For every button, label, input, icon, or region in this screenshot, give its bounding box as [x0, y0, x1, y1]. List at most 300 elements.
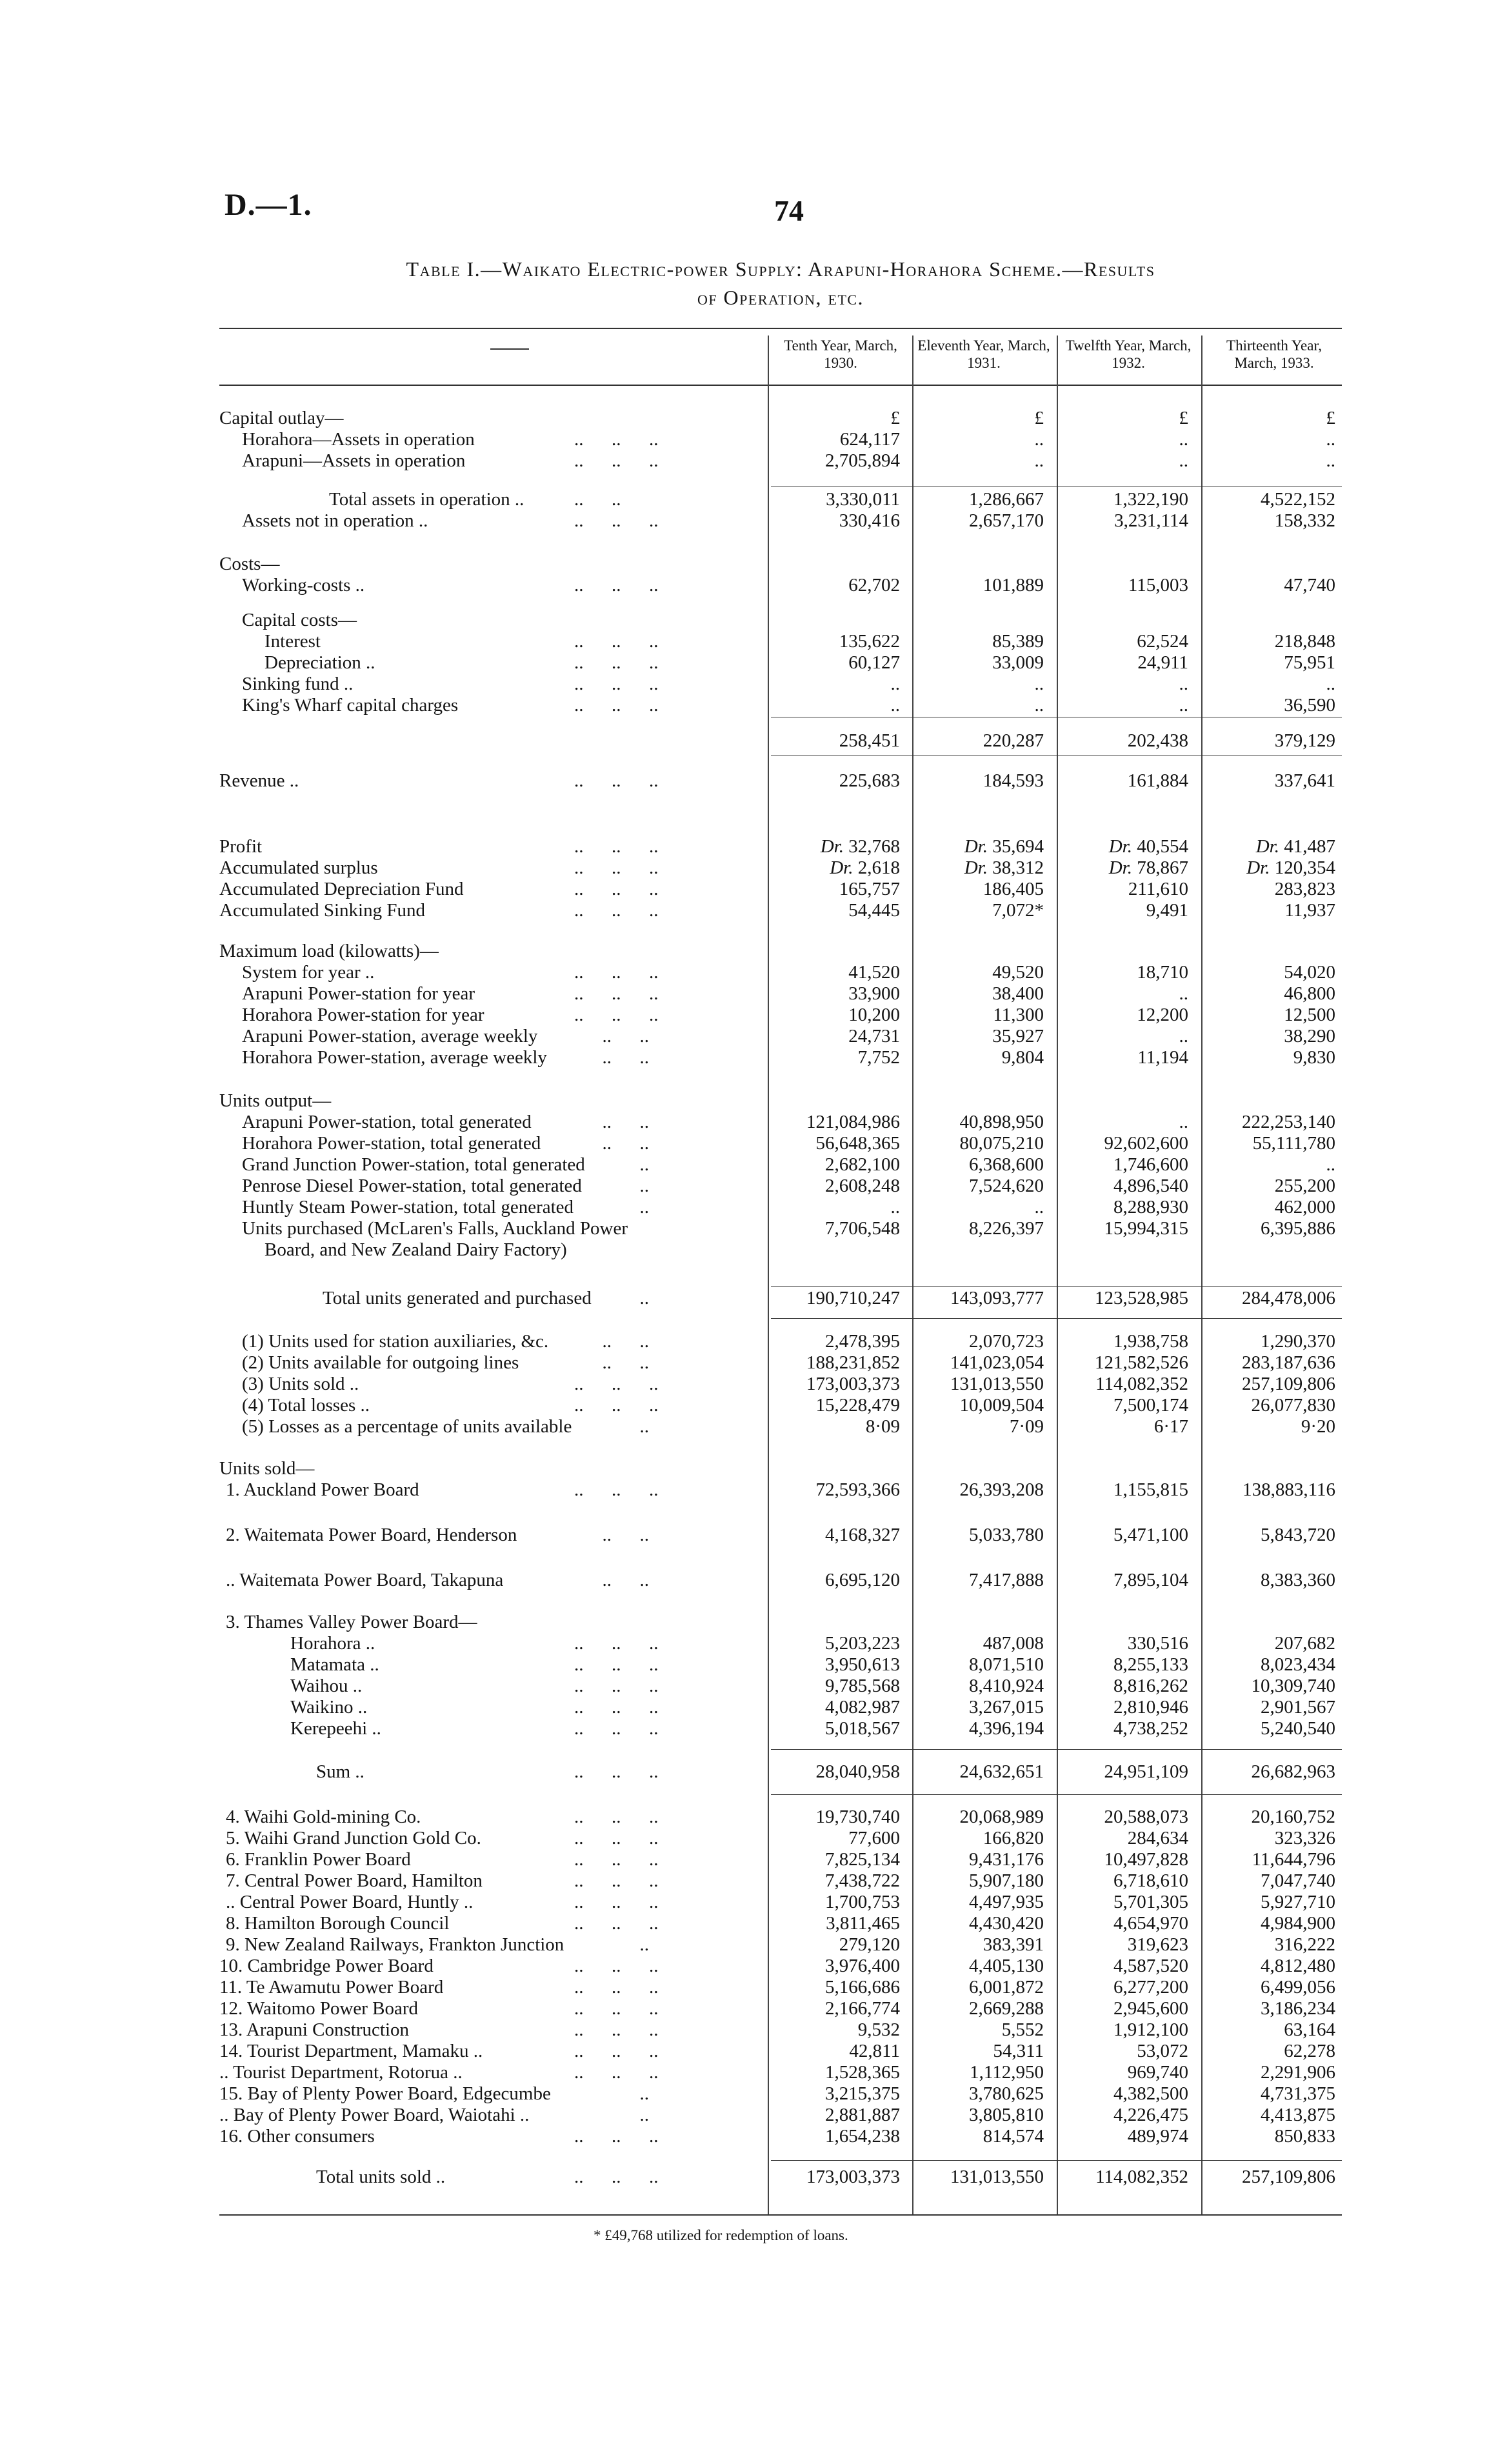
leader-dots: .. .. ..: [574, 1998, 659, 2019]
table-cell: 316,222: [1274, 1934, 1335, 1955]
table-row: [0, 1239, 1507, 1260]
table-cell: 55,111,780: [1252, 1133, 1335, 1154]
row-label: Depreciation ..: [264, 652, 375, 673]
row-label: Total units sold ..: [316, 2167, 446, 2187]
table-cell: 53,072: [1137, 2041, 1188, 2061]
leader-dots: .. ..: [574, 1570, 649, 1590]
table-cell: Dr. 38,312: [964, 857, 1044, 878]
row-label: System for year ..: [242, 962, 375, 983]
table-cell: 5,018,567: [825, 1718, 900, 1739]
table-cell: ..: [1326, 450, 1335, 471]
table-cell: 9,532: [857, 2019, 900, 2040]
stub-header-dash: [490, 348, 529, 350]
table-cell: 85,389: [992, 631, 1044, 652]
table-cell: 5,240,540: [1261, 1718, 1335, 1739]
leader-dots: .. .. ..: [574, 510, 659, 531]
table-cell: 7·09: [1009, 1416, 1044, 1437]
leader-dots: .. ..: [574, 1525, 649, 1545]
leader-dots: .. .. ..: [574, 450, 659, 471]
doc-reference: D.—1.: [225, 188, 312, 222]
table-row: [0, 1154, 1507, 1175]
table-cell: 161,884: [1127, 770, 1188, 791]
table-cell: 6·17: [1153, 1416, 1188, 1437]
table-row: [0, 2167, 1507, 2187]
table-cell: 6,368,600: [969, 1154, 1044, 1175]
table-cell: 3,186,234: [1261, 1998, 1335, 2019]
table-row: [0, 1218, 1507, 1239]
row-label: Capital outlay—: [219, 408, 344, 428]
table-cell: 2,810,946: [1113, 1697, 1188, 1718]
table-cell: 283,187,636: [1242, 1352, 1335, 1373]
column-header: Tenth Year, March, 1930.: [784, 337, 897, 371]
leader-dots: ..: [574, 1416, 649, 1437]
table-cell: 3,330,011: [826, 489, 900, 510]
row-label: 5. Waihi Grand Junction Gold Co.: [226, 1828, 481, 1848]
table-cell: ..: [1034, 674, 1044, 694]
table-cell: 54,445: [848, 900, 900, 921]
table-cell: 135,622: [839, 631, 900, 652]
table-cell: 379,129: [1274, 730, 1335, 751]
table-row: [0, 836, 1507, 857]
leader-dots: ..: [574, 1288, 649, 1308]
row-label: Waikino ..: [290, 1697, 368, 1718]
table-cell: Dr. 2,618: [830, 857, 900, 878]
table-row: [0, 1331, 1507, 1352]
column-header: Thirteenth Year, March, 1933.: [1226, 337, 1322, 371]
leader-dots: .. ..: [574, 489, 621, 510]
table-row: [0, 1416, 1507, 1437]
row-label: 10. Cambridge Power Board: [219, 1956, 434, 1976]
table-cell: 1,528,365: [825, 2062, 900, 2083]
table-cell: 462,000: [1274, 1197, 1335, 1217]
table-cell: 1,912,100: [1113, 2019, 1188, 2040]
table-row: [0, 1807, 1507, 1827]
leader-dots: .. .. ..: [574, 674, 659, 694]
table-row: [0, 674, 1507, 694]
table-cell: 38,290: [1284, 1026, 1335, 1047]
table-bottom-rule: [219, 2214, 1342, 2216]
table-cell: 10,009,504: [959, 1395, 1044, 1416]
row-label: Horahora Power-station, total generated: [242, 1133, 541, 1154]
table-cell: 337,641: [1274, 770, 1335, 791]
table-row: [0, 1133, 1507, 1154]
table-cell: 36,590: [1284, 695, 1335, 716]
table-cell: 7,524,620: [969, 1176, 1044, 1196]
leader-dots: .. .. ..: [574, 1828, 659, 1848]
table-row: [0, 1090, 1507, 1111]
table-row: [0, 1112, 1507, 1132]
table-cell: 10,200: [848, 1005, 900, 1025]
table-row: [0, 1612, 1507, 1632]
table-cell: 7,072*: [992, 900, 1044, 921]
table-row: [0, 1892, 1507, 1912]
row-label: Penrose Diesel Power-station, total generated: [242, 1176, 582, 1196]
table-row: [0, 1525, 1507, 1545]
table-cell: 5,166,686: [825, 1977, 900, 1998]
table-cell: 173,003,373: [806, 2167, 900, 2187]
table-cell: Dr. 40,554: [1108, 836, 1188, 857]
row-label: Interest: [264, 631, 321, 652]
table-row: [0, 857, 1507, 878]
table-cell: 2,291,906: [1261, 2062, 1335, 2083]
table-row: [0, 1870, 1507, 1891]
table-cell: 11,937: [1284, 900, 1335, 921]
table-row: [0, 1005, 1507, 1025]
table-cell: ..: [1179, 1112, 1188, 1132]
table-cell: 4,405,130: [969, 1956, 1044, 1976]
table-cell: 80,075,210: [959, 1133, 1044, 1154]
table-cell: 969,740: [1127, 2062, 1188, 2083]
table-cell: 4,522,152: [1261, 489, 1335, 510]
table-row: [0, 1374, 1507, 1394]
leader-dots: .. .. ..: [574, 2019, 659, 2040]
table-row: [0, 1197, 1507, 1217]
row-label: Sinking fund ..: [242, 674, 354, 694]
row-label: (1) Units used for station auxiliaries, &c.: [242, 1331, 549, 1352]
table-cell: 46,800: [1284, 983, 1335, 1004]
table-cell: 330,516: [1127, 1633, 1188, 1654]
footnote: * £49,768 utilized for redemption of loans.: [594, 2227, 848, 2243]
table-cell: 165,757: [839, 879, 900, 899]
table-row: [0, 1998, 1507, 2019]
row-label: Horahora—Assets in operation: [242, 429, 475, 450]
leader-dots: .. .. ..: [574, 1374, 659, 1394]
table-cell: 6,499,056: [1261, 1977, 1335, 1998]
table-row: [0, 1761, 1507, 1782]
row-label: 16. Other consumers: [219, 2126, 375, 2147]
table-cell: 4,731,375: [1261, 2083, 1335, 2104]
table-cell: 3,267,015: [969, 1697, 1044, 1718]
table-cell: 11,194: [1137, 1047, 1188, 1068]
table-cell: 77,600: [848, 1828, 900, 1848]
table-row: [0, 2062, 1507, 2083]
table-cell: ..: [1179, 450, 1188, 471]
table-cell: ..: [1179, 695, 1188, 716]
table-cell: 4,413,875: [1261, 2105, 1335, 2125]
table-cell: 2,657,170: [969, 510, 1044, 531]
table-row: [0, 1977, 1507, 1998]
leader-dots: .. ..: [574, 1026, 649, 1047]
row-label: 3. Thames Valley Power Board—: [226, 1612, 477, 1632]
leader-dots: .. .. ..: [574, 2167, 659, 2187]
table-row: [0, 1458, 1507, 1479]
table-cell: ..: [1179, 1026, 1188, 1047]
column-header: Twelfth Year, March, 1932.: [1065, 337, 1192, 371]
table-cell: ..: [1179, 429, 1188, 450]
leader-dots: .. .. ..: [574, 1977, 659, 1998]
table-cell: ..: [890, 674, 900, 694]
table-cell: 383,391: [983, 1934, 1044, 1955]
table-cell: 11,300: [993, 1005, 1044, 1025]
leader-dots: ..: [574, 2105, 649, 2125]
table-cell: 24,951,109: [1104, 1761, 1188, 1782]
table-cell: 114,082,352: [1095, 2167, 1188, 2187]
row-label: 13. Arapuni Construction: [219, 2019, 410, 2040]
leader-dots: .. .. ..: [574, 1913, 659, 1934]
leader-dots: ..: [574, 1176, 649, 1196]
table-row: [0, 2083, 1507, 2104]
table-cell: 4,654,970: [1113, 1913, 1188, 1934]
table-cell: 8,023,434: [1261, 1654, 1335, 1675]
table-cell: 1,286,667: [969, 489, 1044, 510]
table-cell: 8,255,133: [1113, 1654, 1188, 1675]
row-label: Revenue ..: [219, 770, 299, 791]
leader-dots: .. .. ..: [574, 429, 659, 450]
sum-rule: [771, 1749, 1342, 1750]
table-cell: 2,705,894: [825, 450, 900, 471]
table-cell: 49,520: [992, 962, 1044, 983]
table-cell: 4,168,327: [825, 1525, 900, 1545]
row-label: 1. Auckland Power Board: [226, 1479, 419, 1500]
row-label: Accumulated surplus: [219, 857, 378, 878]
table-cell: 9,431,176: [969, 1849, 1044, 1870]
row-label: Units purchased (McLaren's Falls, Auckland Power: [242, 1218, 628, 1239]
table-cell: 1,938,758: [1113, 1331, 1188, 1352]
table-cell: 18,710: [1137, 962, 1188, 983]
table-cell: 4,896,540: [1113, 1176, 1188, 1196]
leader-dots: .. ..: [574, 1047, 649, 1068]
table-cell: 7,417,888: [969, 1570, 1044, 1590]
table-cell: £: [1326, 408, 1335, 428]
row-label: Arapuni Power-station, total generated: [242, 1112, 532, 1132]
table-cell: 284,478,006: [1242, 1288, 1335, 1308]
table-cell: 2,881,887: [825, 2105, 900, 2125]
table-cell: 75,951: [1284, 652, 1335, 673]
table-row: [0, 1176, 1507, 1196]
row-label: (5) Losses as a percentage of units available: [242, 1416, 572, 1437]
table-cell: Dr. 78,867: [1108, 857, 1188, 878]
table-cell: 20,588,073: [1104, 1807, 1188, 1827]
table-cell: 2,478,395: [825, 1331, 900, 1352]
table-row: [0, 695, 1507, 716]
table-cell: 33,900: [848, 983, 900, 1004]
table-cell: 6,695,120: [825, 1570, 900, 1590]
table-cell: 173,003,373: [806, 1374, 900, 1394]
table-cell: 5,203,223: [825, 1633, 900, 1654]
table-cell: 54,311: [993, 2041, 1044, 2061]
table-row: [0, 1026, 1507, 1047]
table-row: [0, 962, 1507, 983]
table-row: [0, 610, 1507, 630]
row-label: 14. Tourist Department, Mamaku ..: [219, 2041, 483, 2061]
table-cell: 131,013,550: [950, 2167, 1044, 2187]
table-cell: 220,287: [983, 730, 1044, 751]
row-label: Capital costs—: [242, 610, 357, 630]
table-cell: 26,682,963: [1251, 1761, 1335, 1782]
leader-dots: .. .. ..: [574, 770, 659, 791]
table-cell: 8,288,930: [1113, 1197, 1188, 1217]
leader-dots: .. .. ..: [574, 1870, 659, 1891]
table-cell: 54,020: [1284, 962, 1335, 983]
table-cell: 319,623: [1127, 1934, 1188, 1955]
leader-dots: .. .. ..: [574, 2126, 659, 2147]
table-cell: ..: [1034, 695, 1044, 716]
table-cell: 2,166,774: [825, 1998, 900, 2019]
table-cell: 7,500,174: [1113, 1395, 1188, 1416]
row-label: (3) Units sold ..: [242, 1374, 359, 1394]
row-label: Working-costs ..: [242, 575, 365, 596]
table-cell: 4,587,520: [1113, 1956, 1188, 1976]
row-label: 15. Bay of Plenty Power Board, Edgecumbe: [219, 2083, 551, 2104]
table-cell: 20,068,989: [959, 1807, 1044, 1827]
table-cell: 8,226,397: [969, 1218, 1044, 1239]
table-cell: 2,608,248: [825, 1176, 900, 1196]
table-cell: 33,009: [992, 652, 1044, 673]
table-row: [0, 2041, 1507, 2061]
table-cell: 7,438,722: [825, 1870, 900, 1891]
row-label: Horahora ..: [290, 1633, 375, 1654]
table-cell: 15,228,479: [815, 1395, 900, 1416]
table-cell: 9·20: [1301, 1416, 1335, 1437]
table-cell: 3,811,465: [826, 1913, 900, 1934]
table-cell: 9,785,568: [825, 1676, 900, 1696]
table-cell: 6,718,610: [1113, 1870, 1188, 1891]
table-cell: 38,400: [992, 983, 1044, 1004]
table-cell: 188,231,852: [806, 1352, 900, 1373]
table-cell: 8,383,360: [1261, 1570, 1335, 1590]
leader-dots: .. .. ..: [574, 2062, 659, 2083]
table-cell: 24,911: [1137, 652, 1188, 673]
leader-dots: .. .. ..: [574, 983, 659, 1004]
table-cell: 489,974: [1127, 2126, 1188, 2147]
row-label: .. Bay of Plenty Power Board, Waiotahi ..: [219, 2105, 530, 2125]
table-cell: 6,277,200: [1113, 1977, 1188, 1998]
table-cell: 123,528,985: [1095, 1288, 1188, 1308]
leader-dots: .. .. ..: [574, 1807, 659, 1827]
table-cell: 158,332: [1274, 510, 1335, 531]
row-label: Total assets in operation ..: [329, 489, 524, 510]
table-row: [0, 1570, 1507, 1590]
table-cell: 279,120: [839, 1934, 900, 1955]
table-cell: 218,848: [1274, 631, 1335, 652]
row-label: 8. Hamilton Borough Council: [226, 1913, 450, 1934]
table-cell: 4,497,935: [969, 1892, 1044, 1912]
table-cell: 5,907,180: [969, 1870, 1044, 1891]
table-cell: 1,746,600: [1113, 1154, 1188, 1175]
table-row: [0, 1676, 1507, 1696]
table-cell: 9,830: [1293, 1047, 1335, 1068]
leader-dots: .. .. ..: [574, 1395, 659, 1416]
table-cell: 323,326: [1274, 1828, 1335, 1848]
table-cell: 186,405: [983, 879, 1044, 899]
leader-dots: .. .. ..: [574, 1761, 659, 1782]
table-row: [0, 408, 1507, 428]
leader-dots: .. .. ..: [574, 1956, 659, 1976]
leader-dots: .. .. ..: [574, 631, 659, 652]
table-cell: 487,008: [983, 1633, 1044, 1654]
table-cell: ..: [1326, 1154, 1335, 1175]
table-row: [0, 631, 1507, 652]
table-row: [0, 900, 1507, 921]
table-row: [0, 941, 1507, 961]
row-label: Horahora Power-station for year: [242, 1005, 484, 1025]
row-label: Board, and New Zealand Dairy Factory): [264, 1239, 567, 1260]
table-cell: 1,155,815: [1113, 1479, 1188, 1500]
table-cell: 257,109,806: [1242, 1374, 1335, 1394]
table-cell: 184,593: [983, 770, 1044, 791]
table-cell: 7,895,104: [1113, 1570, 1188, 1590]
leader-dots: .. .. ..: [574, 1654, 659, 1675]
table-row: [0, 983, 1507, 1004]
leader-dots: .. .. ..: [574, 857, 659, 878]
leader-dots: .. .. ..: [574, 836, 659, 857]
table-cell: 3,950,613: [825, 1654, 900, 1675]
table-cell: 2,682,100: [825, 1154, 900, 1175]
leader-dots: .. .. ..: [574, 1892, 659, 1912]
table-cell: 131,013,550: [950, 1374, 1044, 1394]
table-cell: 72,593,366: [815, 1479, 900, 1500]
sum-rule: [771, 1794, 1342, 1795]
table-row: [0, 489, 1507, 510]
table-cell: 222,253,140: [1242, 1112, 1335, 1132]
table-cell: 5,843,720: [1261, 1525, 1335, 1545]
page-number: 74: [774, 194, 804, 227]
leader-dots: .. .. ..: [574, 695, 659, 716]
table-cell: Dr. 41,487: [1255, 836, 1335, 857]
table-cell: 211,610: [1128, 879, 1188, 899]
row-label: Arapuni Power-station, average weekly: [242, 1026, 538, 1047]
table-row: [0, 1934, 1507, 1955]
table-cell: 9,491: [1146, 900, 1188, 921]
table-cell: 7,825,134: [825, 1849, 900, 1870]
table-cell: ..: [1034, 450, 1044, 471]
table-cell: 47,740: [1284, 575, 1335, 596]
row-label: (4) Total losses ..: [242, 1395, 370, 1416]
leader-dots: .. .. ..: [574, 1849, 659, 1870]
table-cell: 138,883,116: [1243, 1479, 1335, 1500]
leader-dots: ..: [574, 1154, 649, 1175]
row-label: Assets not in operation ..: [242, 510, 428, 531]
table-cell: 255,200: [1274, 1176, 1335, 1196]
table-row: [0, 730, 1507, 751]
table-cell: 4,984,900: [1261, 1913, 1335, 1934]
leader-dots: ..: [574, 2083, 649, 2104]
table-cell: 850,833: [1274, 2126, 1335, 2147]
table-cell: Dr. 32,768: [820, 836, 900, 857]
leader-dots: ..: [574, 1934, 649, 1955]
table-cell: 7,706,548: [825, 1218, 900, 1239]
table-cell: 11,644,796: [1252, 1849, 1335, 1870]
row-label: (2) Units available for outgoing lines: [242, 1352, 519, 1373]
table-cell: 35,927: [992, 1026, 1044, 1047]
header-bottom-rule: [219, 385, 1342, 386]
row-label: 4. Waihi Gold-mining Co.: [226, 1807, 421, 1827]
row-label: 7. Central Power Board, Hamilton: [226, 1870, 483, 1891]
table-cell: 42,811: [849, 2041, 900, 2061]
table-cell: 121,084,986: [806, 1112, 900, 1132]
table-cell: 121,582,526: [1095, 1352, 1188, 1373]
table-row: [0, 1395, 1507, 1416]
table-cell: 62,524: [1137, 631, 1188, 652]
row-label: .. Central Power Board, Huntly ..: [226, 1892, 474, 1912]
table-row: [0, 1849, 1507, 1870]
table-cell: 5,033,780: [969, 1525, 1044, 1545]
table-cell: 141,023,054: [950, 1352, 1044, 1373]
row-label: Grand Junction Power-station, total generated: [242, 1154, 585, 1175]
table-row: [0, 1956, 1507, 1976]
table-cell: 10,309,740: [1251, 1676, 1335, 1696]
table-cell: 1,290,370: [1261, 1331, 1335, 1352]
table-cell: 1,700,753: [825, 1892, 900, 1912]
row-label: Matamata ..: [290, 1654, 379, 1675]
table-cell: 56,648,365: [815, 1133, 900, 1154]
table-row: [0, 770, 1507, 791]
table-cell: ..: [890, 1197, 900, 1217]
table-row: [0, 450, 1507, 471]
sum-rule: [771, 1318, 1342, 1319]
table-cell: 283,823: [1274, 879, 1335, 899]
row-label: 6. Franklin Power Board: [226, 1849, 411, 1870]
